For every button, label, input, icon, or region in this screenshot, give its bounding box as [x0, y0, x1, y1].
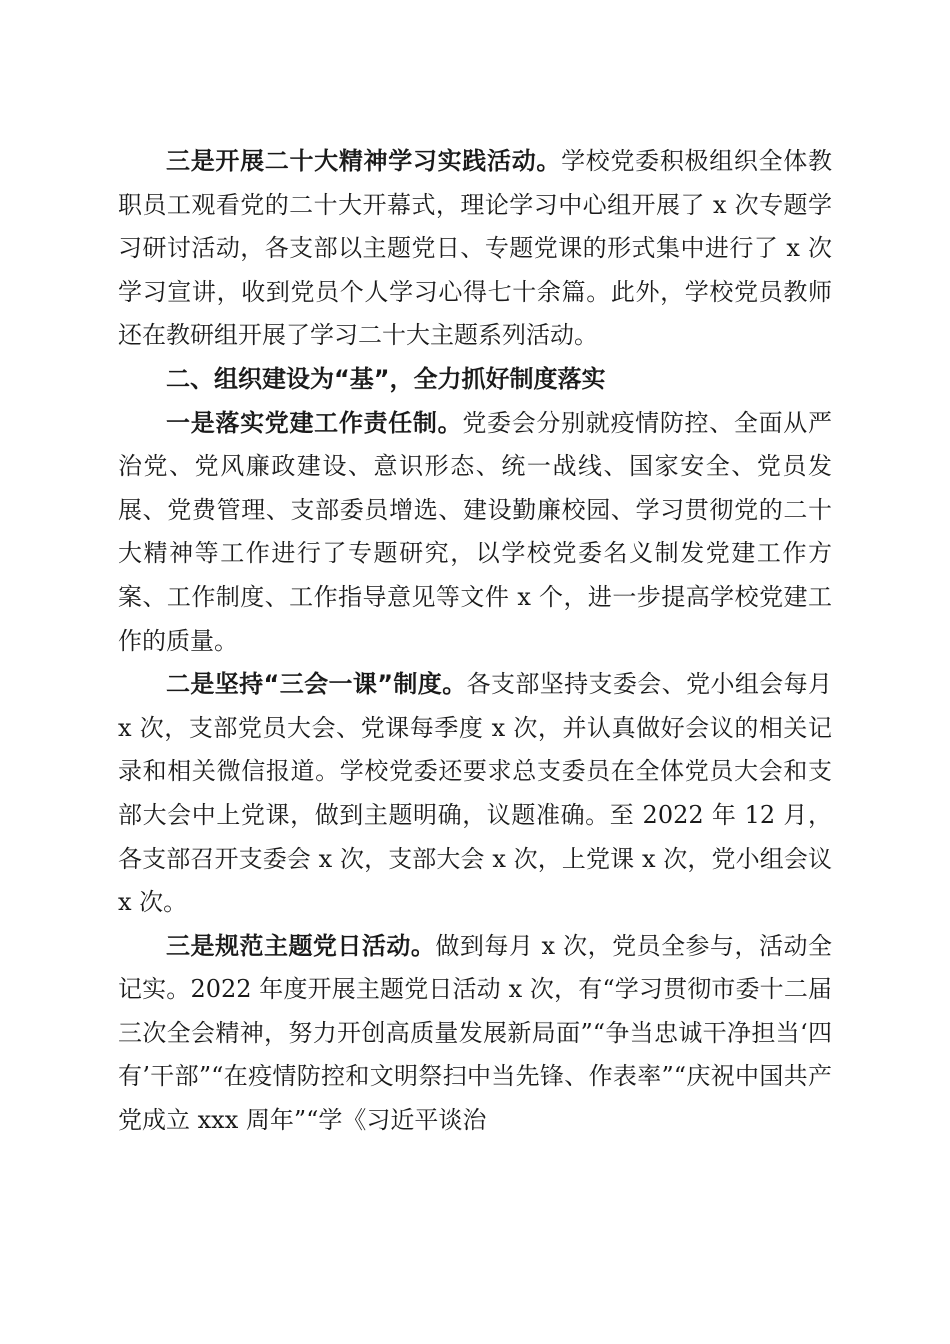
- paragraph-lead: 三是规范主题党日活动。: [166, 931, 436, 960]
- paragraph-lead: 一是落实党建工作责任制。: [166, 408, 463, 437]
- paragraph-body: 党委会分别就疫情防控、全面从严治党、党风廉政建设、意识形态、统一战线、国家安全、党员发展、党费管理、支部委员增选、建设勤廉校园、学习贯彻党的二十大精神等工作进行了专题研究，以学校党委名义制发党建工作方案、工作制度、工作指导意见等文件 x 个，进一步提高学校党建工作的质量。: [118, 408, 833, 655]
- paragraph-body: 做到每月 x 次，党员全参与，活动全记实。2022 年度开展主题党日活动 x 次，有“学习贯彻市委十二届三次全会精神，努力开创高质量发展新局面”“争当忠诚干净担当‘四有’干部”“在疫情防控和文明祭扫中当先锋、作表率”“庆祝中国共产党成立 xxx 周年”“学《习近平谈治: [118, 931, 833, 1135]
- paragraph-lead: 三是开展二十大精神学习实践活动。: [166, 147, 562, 175]
- paragraph-three-meetings: [118, 663, 832, 925]
- paragraph-lead: 二是坚持“三会一课”制度。: [166, 670, 467, 699]
- section-heading: 二、组织建设为“基”，全力抓好制度落实: [166, 364, 606, 393]
- paragraph-body: 各支部坚持支委会、党小组会每月 x 次，支部党员大会、党课每季度 x 次，并认真做好会议的相关记录和相关微信报道。学校党委还要求总支委员在全体党员大会和支部大会中上党课，做到主题明确，议题准确。至 2022 年 12 月，各支部召开支委会 x 次，支部大会 x 次，上党课 x 次，党小组会议 x 次。: [118, 670, 833, 917]
- paragraph-body: 学校党委积极组织全体教职员工观看党的二十大开幕式，理论学习中心组开展了 x 次专题学习研讨活动，各支部以主题党日、专题党课的形式集中进行了 x 次学习宣讲，收到党员个人学习心得七十余篇。此外，学校党员教师还在教研组开展了学习二十大主题系列活动。: [118, 147, 833, 350]
- paragraph-responsibility: [118, 402, 832, 664]
- paragraph-study-activities: [118, 140, 832, 358]
- paragraph-party-day: [118, 925, 832, 1143]
- document-page: [118, 140, 832, 1143]
